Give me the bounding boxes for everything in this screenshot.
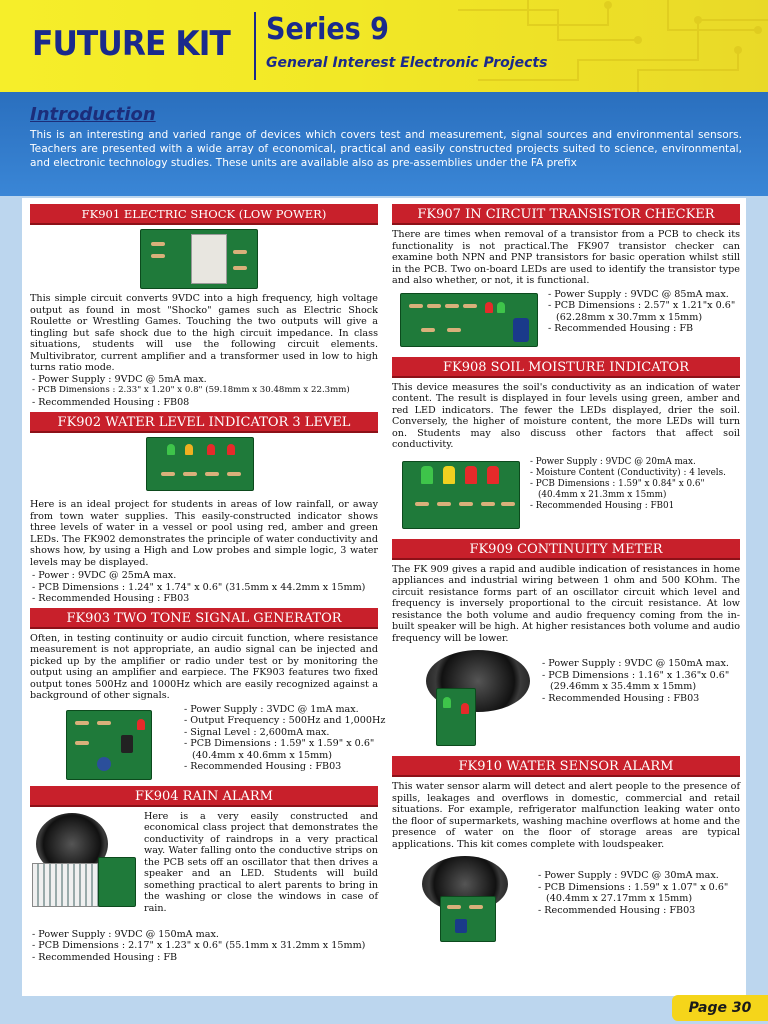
spec-line: - PCB Dimensions : 2.33" x 1.20" x 0.8" (59.18mm x 30.48mm x 22.3mm) (32, 385, 350, 395)
fk904-description: Here is a very easily constructed and economical class project that demonstrates the conductivity of raindrops in a very practical way. Water falling onto the conductive strips on the PCB sets off an oscillator that then drives a speaker and an LED. Students will build something practical to alert parents to bring in the washing or close the windows in case of rain. (144, 810, 378, 914)
spec-line: - PCB Dimensions : 1.59" x 1.07" x 0.6" (538, 881, 729, 893)
intro-text: This is an interesting and varied range of devices which covers test and measurement, signal sources and environmental sensors. Teachers are presented with a wide array of economical, practical and easily constructed projects suited to science, environmental, and electronic technology studies. These units are available also as pre-assemblies under the FA prefix (30, 129, 742, 169)
fk909-specs (540, 658, 729, 704)
intro-section (0, 92, 768, 196)
spec-line: - PCB Dimensions : 1.59" x 1.59" x 0.6" (184, 738, 375, 749)
spec-line: - Power Supply : 9VDC @ 5mA max. (32, 373, 207, 385)
spec-line: (40.4mm x 27.17mm x 15mm) (546, 893, 693, 904)
right-column (392, 204, 740, 946)
spec-line: - Power : 9VDC @ 25mA max. (32, 570, 177, 581)
spec-line: - Recommended Housing : FB01 (530, 500, 675, 511)
fk908-figure-row (392, 455, 740, 537)
kit-panel (22, 198, 746, 996)
fk907-description: There are times when removal of a transistor from a PCB to check its functionality is not practical.The FK907 transistor checker can examine both NPN and PNP transistors for basic operation whilst still in the PCB. Two on-board LEDs are used to identify the transistor type and also whether, or not, it is functional. (392, 229, 740, 286)
fk910-specs (536, 870, 728, 916)
spec-line: - Recommended Housing : FB (32, 951, 178, 963)
fk904-title: FK904 RAIN ALARM (30, 786, 378, 807)
fk908-title: FK908 SOIL MOISTURE INDICATOR (392, 357, 740, 378)
series-subtitle: General Interest Electronic Projects (266, 55, 548, 71)
fk910-figure-row (392, 856, 740, 946)
fk907-figure-row (392, 289, 740, 351)
header-divider (254, 12, 256, 80)
spec-line: - PCB Dimensions : 1.59" x 0.84" x 0.6" (530, 478, 705, 489)
fk903-specs (182, 704, 385, 773)
fk909-title: FK909 CONTINUITY METER (392, 539, 740, 560)
fk910-title: FK910 WATER SENSOR ALARM (392, 756, 740, 777)
spec-line: - Power Supply : 9VDC @ 30mA max. (538, 870, 719, 881)
fk903-pcb-image (66, 710, 152, 780)
fk908-pcb-image (402, 461, 520, 529)
fk907-title: FK907 IN CIRCUIT TRANSISTOR CHECKER (392, 204, 740, 225)
fk904-specs (30, 929, 378, 964)
fk901-pcb-image (140, 229, 258, 289)
page-number: Page 30 (672, 995, 768, 1021)
fk909-figure-row (392, 648, 740, 752)
fk908-specs (528, 457, 726, 512)
fk908-description: This device measures the soil's conductivity as an indication of water content. The result is displayed in four levels using green, amber and red LED indicators. The fewer the LEDs displayed, drier the soil. Conversely, the higher of moisture content, the more LEDs will turn on. Students may also discuss other factors that affect soil conductivity. (392, 381, 740, 450)
fk902-description: Here is an ideal project for students in areas of low rainfall, or away from town water supplies. This easily-constructed indicator shows three levels of water in a vessel or pool using red, amber and green LEDs. The FK902 demonstrates the principle of water conductivity and shows how, by using a High and Low probes and simple logic, 3 water levels may be displayed. (30, 499, 378, 568)
spec-line: - Power Supply : 9VDC @ 20mA max. (530, 456, 696, 467)
spec-line: - PCB Dimensions : 1.24" x 1.74" x 0.6" (31.5mm x 44.2mm x 15mm) (32, 581, 366, 593)
brand-title: FUTURE KIT (32, 24, 230, 64)
spec-line: - Recommended Housing : FB03 (542, 692, 700, 704)
fk909-description: The FK 909 gives a rapid and audible indication of resistances in home appliances and industrial wiring between 1 ohm and 500 KOhm. The circuit resistance forms part of an oscillator circuit which level and frequency is inversely proportional to the circuit resistance. At low resistance the both volume and audio frequency coming from the in-built speaker will be high. At higher resistances both volume and audio frequency will be lower. (392, 563, 740, 644)
spec-line: - Recommended Housing : FB03 (32, 593, 190, 604)
spec-line: - Recommended Housing : FB08 (32, 396, 190, 408)
spec-line: - Power Supply : 3VDC @ 1mA max. (184, 703, 359, 715)
circuit-pattern-decoration (438, 0, 768, 92)
spec-line: (62.28mm x 30.7mm x 15mm) (556, 311, 703, 323)
fk910-product-image (416, 856, 528, 944)
spec-line: - PCB Dimensions : 2.17" x 1.23" x 0.6" (55.1mm x 31.2mm x 15mm) (32, 940, 366, 951)
page-header (0, 0, 768, 92)
page-footer (0, 996, 768, 1024)
fk901-specs (30, 374, 378, 409)
spec-line: (40.4mm x 21.3mm x 15mm) (538, 489, 667, 500)
fk910-description: This water sensor alarm will detect and alert people to the presence of spills, leakages and overflows in domestic, commercial and retail situations. For example, refrigerator malfunction leaking water onto the floor of supermarkets, washing machine overflows at home and the presence of water on the floor of storage areas are typical applications. This kit comes complete with loudspeaker. (392, 781, 740, 850)
left-column (30, 204, 386, 963)
spec-line: - PCB Dimensions : 1.16" x 1.36"x 0.6" (542, 669, 730, 681)
spec-line: - Power Supply : 9VDC @ 150mA max. (32, 928, 219, 940)
fk902-pcb-image (146, 437, 254, 491)
intro-title: Introduction (30, 104, 156, 125)
fk904-figure-row (30, 811, 378, 929)
fk902-specs (30, 570, 378, 605)
fk907-pcb-image (400, 293, 538, 347)
spec-line: - Recommended Housing : FB (548, 323, 694, 334)
fk901-title: FK901 ELECTRIC SHOCK (LOW POWER) (30, 204, 378, 225)
fk909-product-image (416, 650, 536, 750)
spec-line: - Recommended Housing : FB03 (184, 761, 342, 772)
spec-line: - PCB Dimensions : 2.57" x 1.21"x 0.6" (548, 300, 736, 311)
fk902-title: FK902 WATER LEVEL INDICATOR 3 LEVEL (30, 412, 378, 433)
spec-line: - Power Supply : 9VDC @ 85mA max. (548, 288, 729, 300)
fk903-title: FK903 TWO TONE SIGNAL GENERATOR (30, 608, 378, 629)
spec-line: - Recommended Housing : FB03 (538, 904, 696, 916)
fk904-product-image (30, 813, 136, 925)
spec-line: - Output Frequency : 500Hz and 1,000Hz (184, 715, 386, 726)
fk901-description: This simple circuit converts 9VDC into a high frequency, high voltage output as found in most "Shocko" games such as Electric Shock Roulette or Wrestling Games. Touching the two outputs will give a tingling but safe shock due to the high circuit impedance. In class situations, students will use the following circuit elements. Multivibrator, current amplifier and a transformer used in low to high turns ratio mode. (30, 293, 378, 373)
fk903-figure-row (30, 703, 386, 784)
spec-line: - Signal Level : 2,600mA max. (184, 726, 330, 738)
fk907-specs (546, 289, 735, 335)
spec-line: - Power Supply : 9VDC @ 150mA max. (542, 658, 729, 669)
spec-line: (29.46mm x 35.4mm x 15mm) (550, 681, 697, 692)
spec-line: - Moisture Content (Conductivity) : 4 levels. (530, 467, 726, 478)
fk903-description: Often, in testing continuity or audio circuit function, where resistance measurement is not appropriate, an audio signal can be injected and picked up by the amplifier or radio under test or by monitoring the output using an amplifier and earpiece. The FK903 features two fixed output tones 500Hz and 1000Hz which are easily recognized against a background of other signals. (30, 632, 378, 701)
spec-line: (40.4mm x 40.6mm x 15mm) (192, 749, 333, 761)
series-title: Series 9 (266, 12, 389, 47)
